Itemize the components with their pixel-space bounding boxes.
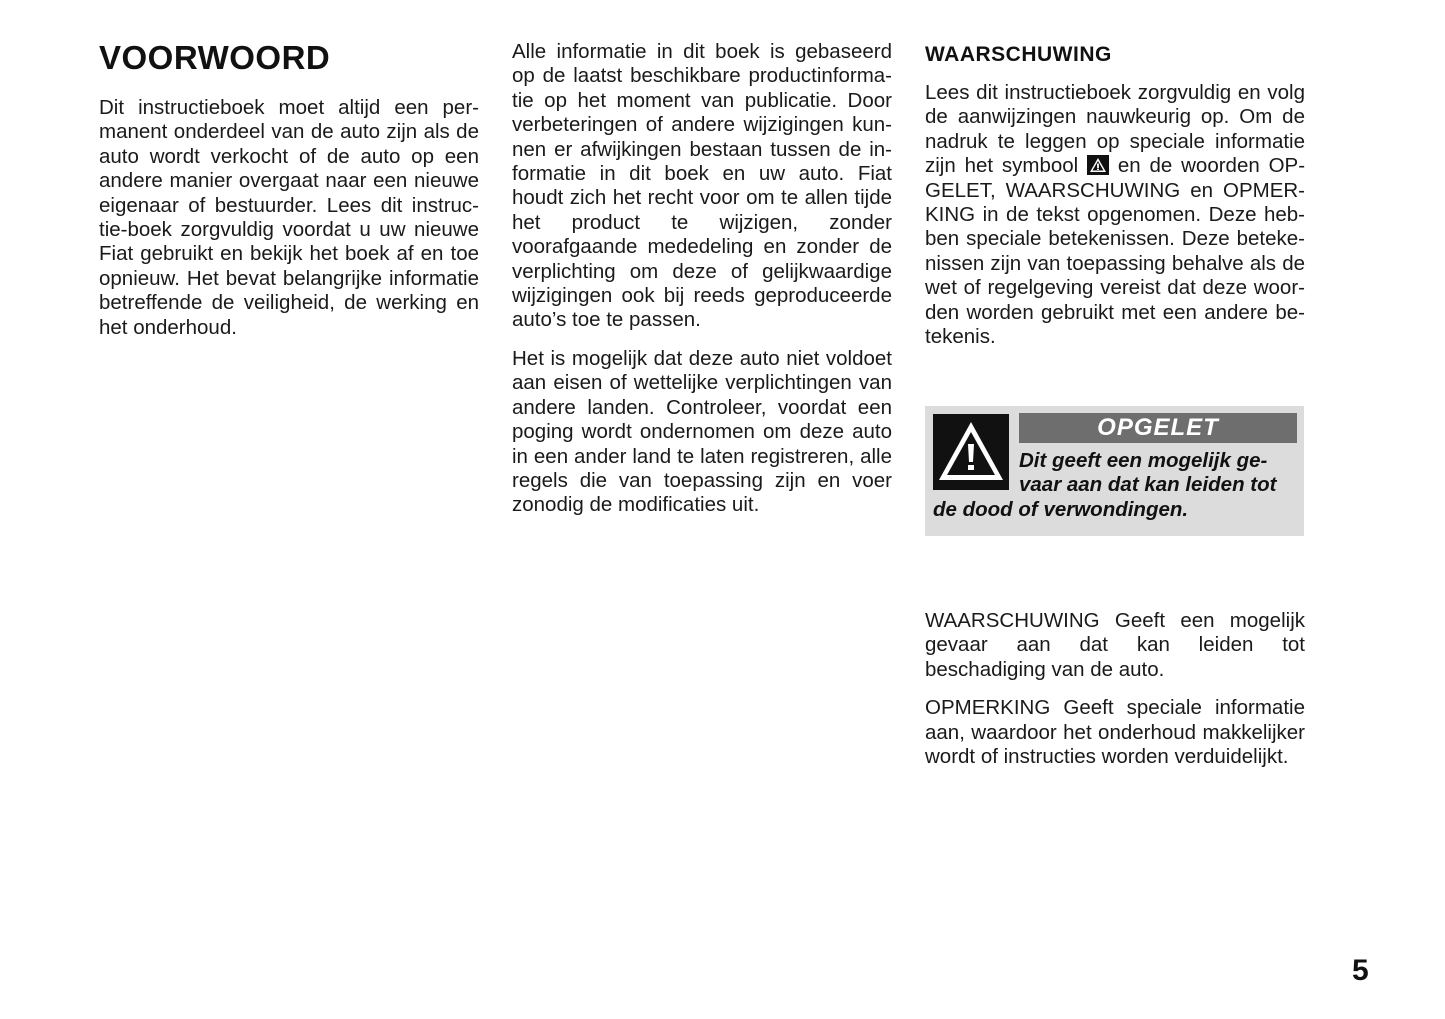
warning-intro-part1: Lees dit instructieboek zorgvuldig en volg de aanwijzingen nauwkeurig op. Om de nadruk te leggen op speciale informatie zijn het symbool [925, 81, 1305, 178]
column-right [925, 40, 1305, 363]
waarschuwing-definition: WAARSCHUWING Geeft een mogelijk gevaar aan dat kan leiden tot beschadiging van de auto. [925, 609, 1305, 681]
opgelet-text-container [933, 449, 1297, 522]
opgelet-text: Dit geeft een mogelijk gevaar aan dat kan leiden tot de dood of verwondingen. [933, 449, 1277, 521]
foreword-paragraph: Dit instructieboek moet altijd een permanent onderdeel van de auto zijn als de auto wordt verkocht of de auto op een andere manier overgaat naar een nieuwe eigenaar of bestuurder. Lees dit instructie-boek zorgvuldig voordat u uw nieuwe Fiat gebruikt en bekijk het boek af en toe opnieuw. Het bevat belangrijke informatie betreffende de veiligheid, de werking en het onderhoud. [99, 96, 479, 339]
opgelet-label: OPGELET [1019, 413, 1297, 443]
page-number: 5 [1352, 954, 1369, 987]
definitions [925, 609, 1305, 783]
warning-intro-paragraph [925, 81, 1305, 349]
column-left [99, 40, 479, 354]
warning-triangle-icon [1087, 155, 1109, 175]
opmerking-definition: OPMERKING Geeft speciale informatie aan, waardoor het onderhoud makkelijker wordt of instructies worden verduidelijkt. [925, 696, 1305, 769]
info-paragraph: Alle informatie in dit boek is gebaseerd op de laatst beschikbare productinformatie op het moment van publicatie. Door verbeteringen of andere wijzigingen kunnen er afwijkingen bestaan tussen de informatie in dit boek en uw auto. Fiat houdt zich het recht voor om te allen tijde het product te wijzigen, zonder voorafgaande mededeling en zonder de verplichting om deze of gelijkwaardige wijzigingen ook bij reeds geproduceerde auto’s toe te passen. [512, 40, 892, 332]
page-title: VOORWOORD [99, 39, 331, 76]
column-middle [512, 40, 892, 532]
compliance-paragraph: Het is mogelijk dat deze auto niet voldoet aan eisen of wettelijke verplichtingen van andere landen. Controleer, voordat een poging wordt ondernomen om deze auto in een ander land te laten registreren, alle regels die van toepassing zijn en voer zonodig de modificaties uit. [512, 346, 892, 517]
opgelet-warning-box [925, 406, 1304, 536]
warning-intro-part2: en de woorden OPGELET, WAARSCHUWING en OPMERKING in de tekst opgenomen. Deze hebben speciale betekenissen. Deze betekenissen zijn van toepassing behalve als de wet of regelgeving vereist dat deze woorden worden gebruikt met een andere betekenis. [925, 154, 1306, 349]
warning-heading: WAARSCHUWING [925, 43, 1112, 66]
